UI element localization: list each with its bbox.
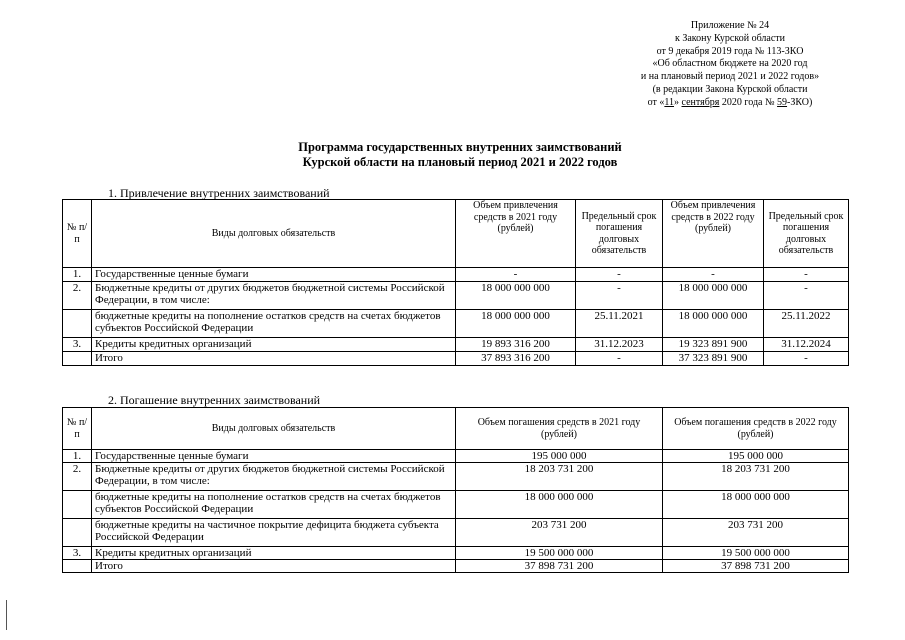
- annex-header: [610, 20, 850, 110]
- cell-amount-2021: 18 203 731 200: [456, 463, 663, 491]
- cell-kind: бюджетные кредиты на пополнение остатков средств на счетах бюджетов субъектов Российской Федерации: [92, 310, 456, 338]
- annex-line: «Об областном бюджете на 2020 год: [652, 58, 808, 70]
- cell-no: 1.: [63, 268, 92, 282]
- cell-amount-2021: 195 000 000: [456, 450, 663, 463]
- annex-text: »: [674, 96, 682, 108]
- title-line: Программа государственных внутренних заимствований: [298, 140, 622, 154]
- annex-number: 59: [777, 96, 788, 108]
- cell-kind: бюджетные кредиты на частичное покрытие дефицита бюджета субъекта Российской Федерации: [92, 519, 456, 547]
- cell-kind: Бюджетные кредиты от других бюджетов бюджетной системы Российской Федерации, в том числе:: [92, 463, 456, 491]
- annex-line: и на плановый период 2021 и 2022 годов»: [640, 71, 820, 83]
- cell-no: [63, 560, 92, 573]
- cell-term-2022: -: [764, 268, 849, 282]
- annex-month: сентября: [681, 96, 720, 108]
- cell-amount-2021: 18 000 000 000: [456, 491, 663, 519]
- table-row: [63, 463, 849, 491]
- annex-line: (в редакции Закона Курской области: [652, 83, 808, 95]
- annex-text: -ЗКО): [787, 96, 813, 108]
- cell-kind: Кредиты кредитных организаций: [92, 547, 456, 560]
- cell-amount-2021: 19 500 000 000: [456, 547, 663, 560]
- annex-day: 11: [664, 96, 675, 108]
- repayment-table: [62, 407, 849, 573]
- cell-kind: Итого: [92, 560, 456, 573]
- table-row-total: [63, 352, 849, 366]
- cell-term-2022: -: [764, 282, 849, 310]
- cell-kind: Бюджетные кредиты от других бюджетов бюджетной системы Российской Федерации, в том числе:: [92, 282, 456, 310]
- cell-no: [63, 310, 92, 338]
- col-header-term-2022: Предельный срок погашения долговых обязательств: [764, 200, 849, 268]
- annex-line: Приложение № 24: [690, 20, 770, 31]
- cell-term-2022: -: [764, 352, 849, 366]
- annex-text: 2020 года №: [719, 96, 778, 108]
- cell-amount-2022: 18 000 000 000: [663, 282, 764, 310]
- col-header-amount-2022: Объем привлечения средств в 2022 году (рублей): [663, 200, 764, 268]
- table-row: [63, 282, 849, 310]
- table-row: [63, 268, 849, 282]
- cell-amount-2022: 18 000 000 000: [663, 310, 764, 338]
- col-header-kind: Виды долговых обязательств: [92, 408, 456, 450]
- cell-no: [63, 491, 92, 519]
- cell-amount-2021: 18 000 000 000: [456, 282, 576, 310]
- cell-amount-2021: 37 898 731 200: [456, 560, 663, 573]
- annex-line: к Закону Курской области: [675, 32, 785, 44]
- section2-title: 2. Погашение внутренних заимствований: [108, 393, 321, 407]
- cell-no: 3.: [63, 338, 92, 352]
- cell-kind: Кредиты кредитных организаций: [92, 338, 456, 352]
- table-row: [63, 519, 849, 547]
- cell-no: 1.: [63, 450, 92, 463]
- table-row: [63, 491, 849, 519]
- title-line: Курской области на плановый период 2021 и 2022 годов: [302, 155, 618, 169]
- table-row: [63, 547, 849, 560]
- scan-edge-mark: [6, 600, 7, 630]
- cell-term-2021: 25.11.2021: [576, 310, 663, 338]
- cell-amount-2021: 203 731 200: [456, 519, 663, 547]
- cell-kind: Государственные ценные бумаги: [92, 450, 456, 463]
- col-header-kind: Виды долговых обязательств: [92, 200, 456, 268]
- annex-line-date: [610, 97, 850, 110]
- cell-amount-2021: 37 893 316 200: [456, 352, 576, 366]
- cell-amount-2021: 19 893 316 200: [456, 338, 576, 352]
- cell-no: [63, 352, 92, 366]
- document-title: [200, 140, 720, 170]
- cell-no: 2.: [63, 282, 92, 310]
- col-header-amount-2021: Объем погашения средств в 2021 году (рублей): [456, 408, 663, 450]
- cell-amount-2021: -: [456, 268, 576, 282]
- section1-title: 1. Привлечение внутренних заимствований: [108, 186, 330, 200]
- cell-amount-2021: 18 000 000 000: [456, 310, 576, 338]
- cell-term-2021: -: [576, 268, 663, 282]
- table-row: [63, 310, 849, 338]
- cell-amount-2022: 18 203 731 200: [663, 463, 849, 491]
- cell-amount-2022: 18 000 000 000: [663, 491, 849, 519]
- annex-line: от 9 декабря 2019 года № 113-ЗКО: [656, 45, 804, 57]
- cell-amount-2022: 203 731 200: [663, 519, 849, 547]
- cell-no: 2.: [63, 463, 92, 491]
- table-row-total: [63, 560, 849, 573]
- cell-kind: Государственные ценные бумаги: [92, 268, 456, 282]
- cell-kind: бюджетные кредиты на пополнение остатков средств на счетах бюджетов субъектов Российской Федерации: [92, 491, 456, 519]
- cell-term-2022: 25.11.2022: [764, 310, 849, 338]
- col-header-no: № п/п: [63, 408, 92, 450]
- cell-term-2021: -: [576, 282, 663, 310]
- annex-text: от «: [647, 96, 665, 108]
- borrowing-table: [62, 199, 849, 366]
- cell-no: [63, 519, 92, 547]
- cell-kind: Итого: [92, 352, 456, 366]
- col-header-amount-2022: Объем погашения средств в 2022 году (рублей): [663, 408, 849, 450]
- cell-term-2022: 31.12.2024: [764, 338, 849, 352]
- table-row: [63, 450, 849, 463]
- table-row: [63, 338, 849, 352]
- cell-no: 3.: [63, 547, 92, 560]
- cell-amount-2022: 19 500 000 000: [663, 547, 849, 560]
- cell-amount-2022: 37 898 731 200: [663, 560, 849, 573]
- cell-amount-2022: 37 323 891 900: [663, 352, 764, 366]
- cell-term-2021: 31.12.2023: [576, 338, 663, 352]
- col-header-term-2021: Предельный срок погашения долговых обязательств: [576, 200, 663, 268]
- col-header-no: № п/п: [63, 200, 92, 268]
- cell-term-2021: -: [576, 352, 663, 366]
- cell-amount-2022: 19 323 891 900: [663, 338, 764, 352]
- cell-amount-2022: -: [663, 268, 764, 282]
- col-header-amount-2021: Объем привлечения средств в 2021 году (рублей): [456, 200, 576, 268]
- cell-amount-2022: 195 000 000: [663, 450, 849, 463]
